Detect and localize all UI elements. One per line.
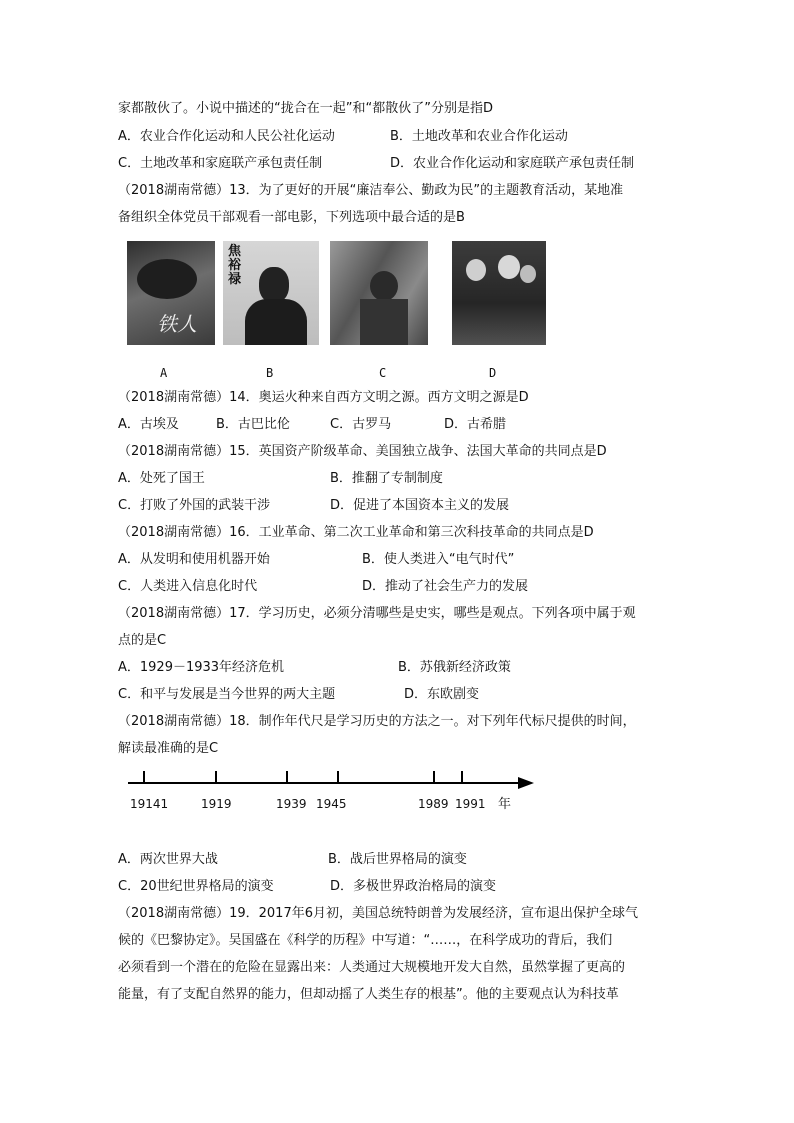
q14-option-c: C．古罗马 (330, 417, 392, 432)
timeline-arrowhead (518, 777, 534, 789)
q18-option-b: B．战后世界格局的演变 (328, 852, 467, 867)
timeline-tick (286, 771, 288, 783)
timeline-tick (215, 771, 217, 783)
q18-option-d: D．多极世界政治格局的演变 (330, 879, 497, 894)
q15-stem: （2018湖南常德）15．英国资产阶级革命、美国独立战争、法国大革命的共同点是D (118, 444, 607, 459)
q17-option-a: A．1929－1933年经济危机 (118, 660, 285, 675)
q15-option-b: B．推翻了专制制度 (330, 471, 443, 486)
q17-option-b: B．苏俄新经济政策 (398, 660, 511, 675)
timeline-label: 1945 (316, 797, 347, 811)
q12-option-a: A．农业合作化运动和人民公社化运动 (118, 129, 335, 144)
photo-a-caption: 铁人 (157, 312, 197, 336)
timeline-label: 1939 (276, 797, 307, 811)
q17-option-c: C．和平与发展是当今世界的两大主题 (118, 687, 336, 702)
q16-stem: （2018湖南常德）16．工业革命、第二次工业革命和第三次科技革命的共同点是D (118, 525, 594, 540)
q17-line-2: 点的是C (118, 633, 167, 648)
timeline-unit: 年 (498, 797, 512, 812)
timeline-label: 1989 (418, 797, 449, 811)
photo-label-b: B (266, 366, 274, 380)
q19-line-4: 能量，有了支配自然界的能力，但却动摇了人类生存的根基”。他的主要观点认为科技革 (118, 987, 619, 1002)
q14-option-b: B．古巴比伦 (216, 417, 290, 432)
q18-option-c: C．20世纪世界格局的演变 (118, 879, 274, 894)
q18-option-a: A．两次世界大战 (118, 852, 218, 867)
photo-a (127, 241, 215, 345)
photo-label-a: A (160, 366, 168, 380)
q18-line-2: 解读最准确的是C (118, 741, 219, 756)
q13-line-2: 备组织全体党员干部观看一部电影，下列选项中最合适的是B (118, 210, 465, 225)
timeline-tick (337, 771, 339, 783)
q14-option-d: D．古希腊 (444, 417, 507, 432)
timeline-tick (461, 771, 463, 783)
photo-b-caption: 焦裕禄 (228, 244, 242, 287)
photo-label-c: C (379, 366, 387, 380)
q19-line-2: 候的《巴黎协定》。吴国盛在《科学的历程》中写道：“……，在科学成功的背后，我们 (118, 933, 613, 948)
photo-label-d: D (489, 366, 497, 380)
q15-option-d: D．促进了本国资本主义的发展 (330, 498, 510, 513)
q14-option-a: A．古埃及 (118, 417, 179, 432)
q19-line-3: 必须看到一个潜在的危险在显露出来：人类通过大规模地开发大自然，虽然掌握了更高的 (118, 960, 626, 975)
q19-line-1: （2018湖南常德）19．2017年6月初，美国总统特朗普为发展经济，宣布退出保护全球气 (118, 906, 638, 921)
q16-option-c: C．人类进入信息化时代 (118, 579, 258, 594)
q12-option-d: D．农业合作化运动和家庭联产承包责任制 (390, 156, 635, 171)
line-l0: 家都散伙了。小说中描述的“拢合在一起”和“都散伙了”分别是指D (118, 101, 493, 116)
q14-stem: （2018湖南常德）14．奥运火种来自西方文明之源。西方文明之源是D (118, 390, 529, 405)
photo-c (330, 241, 428, 345)
q12-option-b: B．土地改革和农业合作化运动 (390, 129, 568, 144)
photo-b (223, 241, 319, 345)
timeline-tick (433, 771, 435, 783)
timeline-label: 19141 (130, 797, 169, 811)
q13-line-1: （2018湖南常德）13．为了更好的开展“廉洁奉公、勤政为民”的主题教育活动，某地准 (118, 183, 624, 198)
q17-line-1: （2018湖南常德）17．学习历史，必须分清哪些是史实，哪些是观点。下列各项中属于观 (118, 606, 636, 621)
photo-d (452, 241, 546, 345)
q15-option-c: C．打败了外国的武装干涉 (118, 498, 271, 513)
q16-option-b: B．使人类进入“电气时代” (362, 552, 515, 567)
q16-option-d: D．推动了社会生产力的发展 (362, 579, 529, 594)
timeline-label: 1919 (201, 797, 232, 811)
q17-option-d: D．东欧剧变 (404, 687, 480, 702)
q16-option-a: A．从发明和使用机器开始 (118, 552, 270, 567)
timeline-label: 1991 (455, 797, 486, 811)
q15-option-a: A．处死了国王 (118, 471, 205, 486)
timeline-tick (143, 771, 145, 783)
q12-option-c: C．土地改革和家庭联产承包责任制 (118, 156, 323, 171)
q18-line-1: （2018湖南常德）18．制作年代尺是学习历史的方法之一。对下列年代标尺提供的时间， (118, 714, 636, 729)
